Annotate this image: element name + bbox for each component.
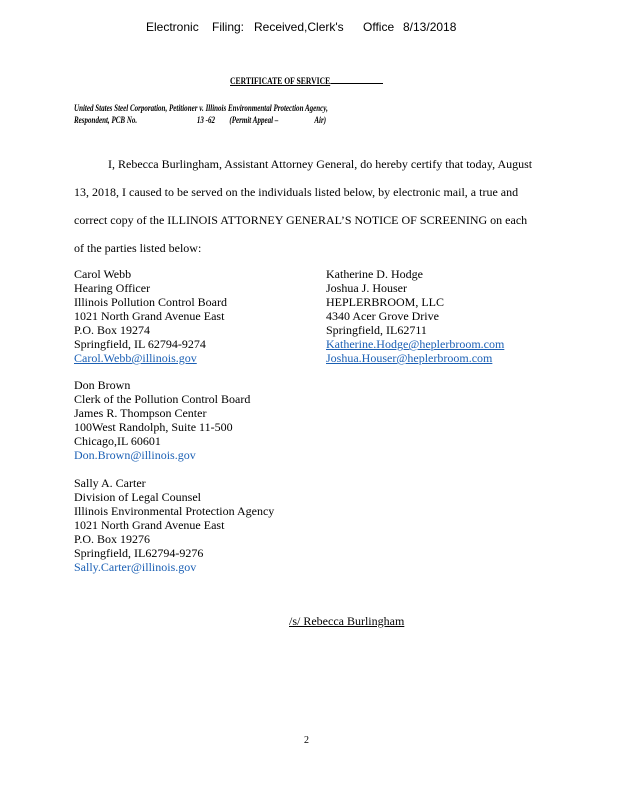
recipient-street: 4340 Acer Grove Drive <box>326 309 439 323</box>
recipient-title: Clerk of the Pollution Control Board <box>74 392 251 406</box>
recipient-org: Illinois Environmental Protection Agency <box>74 504 275 518</box>
body-line-2: 13, 2018, I caused to be served on the individuals listed below, by electronic mail, a true and <box>74 185 519 199</box>
recipient-po-box: P.O. Box 19274 <box>74 323 151 337</box>
body-line-1: I, Rebecca Burlingham, Assistant Attorney General, do hereby certify that today, August <box>108 157 533 171</box>
recipient-don-brown <box>74 378 250 462</box>
recipient-hodge-houser <box>326 267 504 365</box>
caption-respondent: Respondent, PCB No. <box>74 115 138 125</box>
recipient-building: James R. Thompson Center <box>74 406 207 420</box>
certificate-title <box>230 75 383 86</box>
case-caption <box>74 102 328 126</box>
signature: /s/ Rebecca Burlingham <box>289 614 405 628</box>
recipient-email-link[interactable]: Katherine.Hodge@heplerbroom.com <box>326 337 505 351</box>
recipient-street: 100West Randolph, Suite 11-500 <box>74 420 233 434</box>
recipient-street: 1021 North Grand Avenue East <box>74 518 225 532</box>
body-line-4: of the parties listed below: <box>74 241 202 255</box>
header-received: Received,Clerk's <box>254 20 344 34</box>
body-line-3: correct copy of the ILLINOIS ATTORNEY GENERAL’S NOTICE OF SCREENING on each <box>74 213 528 227</box>
header-date: 8/13/2018 <box>403 20 457 34</box>
recipient-org: HEPLERBROOM, LLC <box>326 295 445 309</box>
recipient-name: Katherine D. Hodge <box>326 267 423 281</box>
recipient-po-box: P.O. Box 19276 <box>74 532 151 546</box>
recipient-city: Chicago,IL 60601 <box>74 434 161 448</box>
caption-line-1: United States Steel Corporation, Petitioner v. Illinois Environmental Protection Agency, <box>74 103 328 113</box>
header-electronic: Electronic <box>146 20 199 34</box>
title-underline <box>330 75 383 84</box>
recipient-email-link[interactable]: Sally.Carter@illinois.gov <box>74 560 197 574</box>
page-number: 2 <box>304 735 309 746</box>
header-filing: Filing: <box>212 20 245 34</box>
recipient-city: Springfield, IL62794-9276 <box>74 546 204 560</box>
caption-permit-appeal: (Permit Appeal – <box>229 115 279 125</box>
certification-paragraph <box>74 150 594 262</box>
recipient-division: Division of Legal Counsel <box>74 490 201 504</box>
recipient-city: Springfield, IL62711 <box>326 323 427 337</box>
recipient-title: Hearing Officer <box>74 281 151 295</box>
caption-pcb-number: 13 -62 <box>196 115 215 125</box>
recipient-city: Springfield, IL 62794-9274 <box>74 337 206 351</box>
recipient-org: Illinois Pollution Control Board <box>74 295 228 309</box>
recipient-name: Carol Webb <box>74 267 132 281</box>
recipient-sally-carter <box>74 476 274 574</box>
recipient-name: Don Brown <box>74 378 131 392</box>
recipient-email-link[interactable]: Don.Brown@illinois.gov <box>74 448 196 462</box>
recipient-street: 1021 North Grand Avenue East <box>74 309 225 323</box>
recipient-name-2: Joshua J. Houser <box>326 281 407 295</box>
recipient-carol-webb <box>74 267 227 365</box>
caption-line-2 <box>74 114 328 126</box>
recipient-email-link-2[interactable]: Joshua.Houser@heplerbroom.com <box>326 351 493 365</box>
recipient-email-link[interactable]: Carol.Webb@illinois.gov <box>74 351 197 365</box>
certificate-title-text: CERTIFICATE OF SERVICE <box>230 76 331 86</box>
header-office: Office <box>363 20 395 34</box>
recipient-name: Sally A. Carter <box>74 476 146 490</box>
caption-air: Air) <box>314 115 327 125</box>
